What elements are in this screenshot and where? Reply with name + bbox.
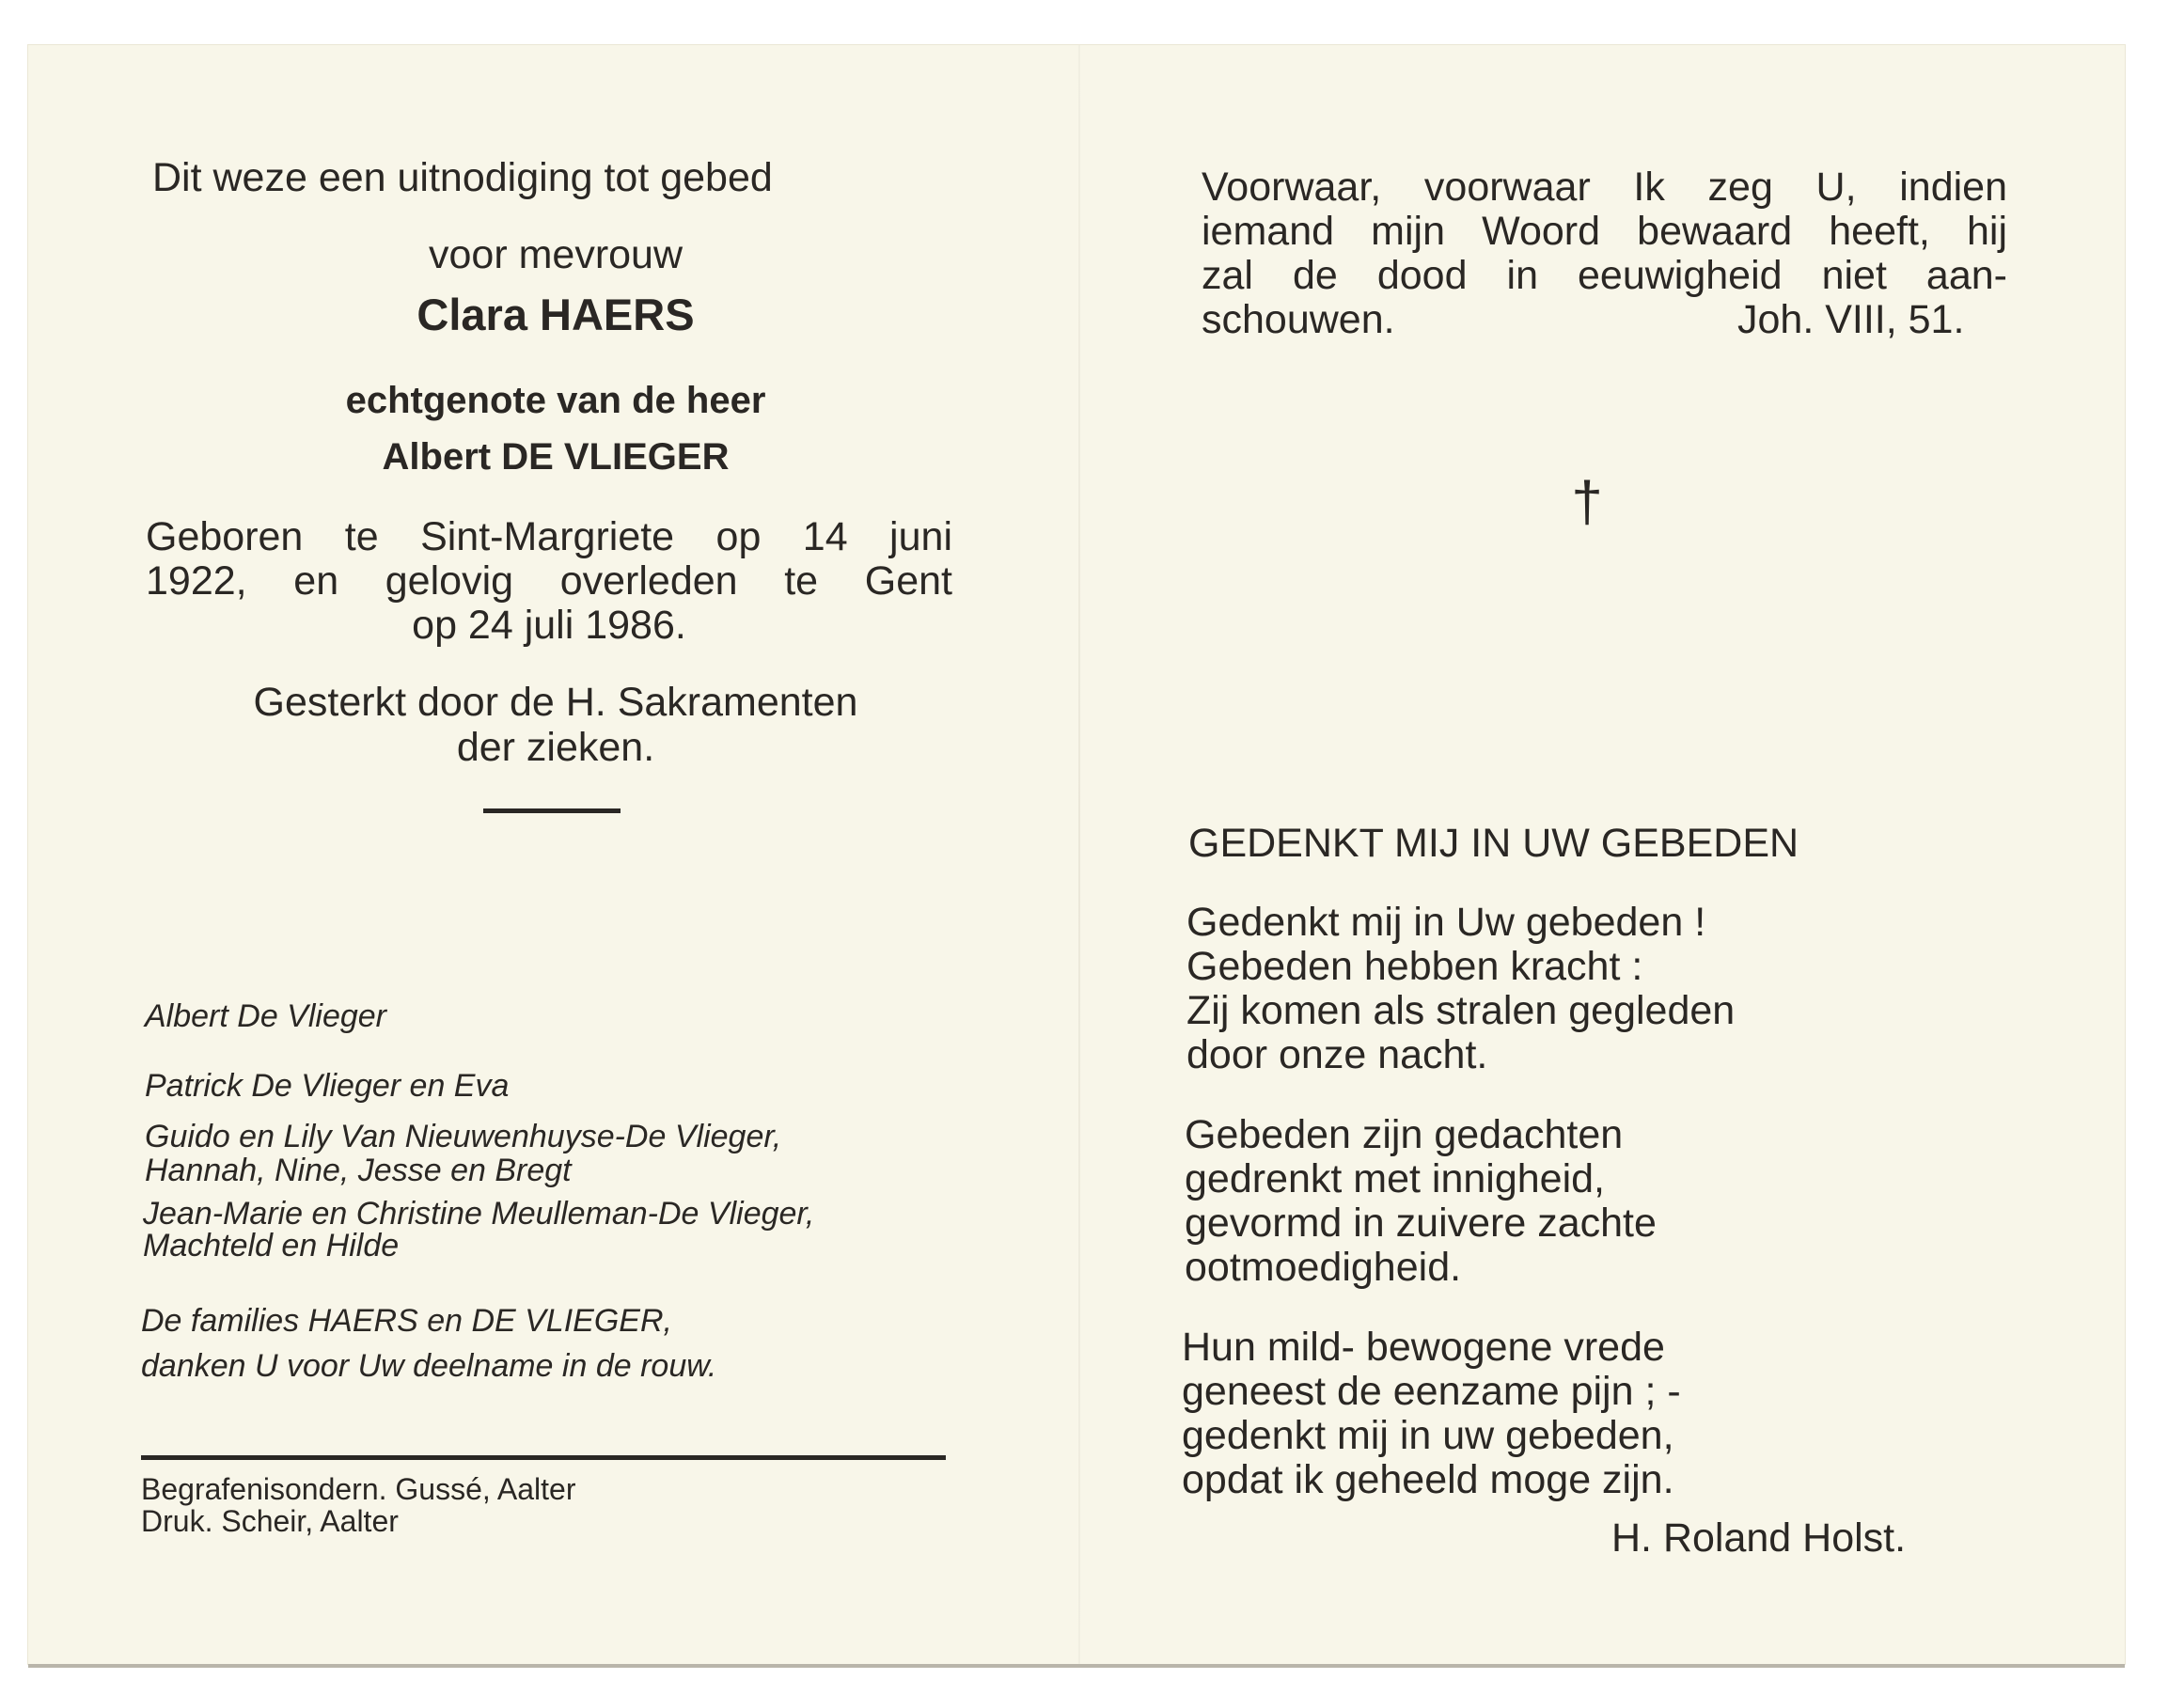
birth-death-line: 1922, en gelovig overleden te Gent (146, 558, 952, 604)
poem-author: H. Roland Holst. (1611, 1515, 1907, 1561)
long-divider (141, 1455, 946, 1460)
poem-line: Gedenkt mij in Uw gebeden ! (1186, 900, 1706, 945)
printer: Druk. Scheir, Aalter (141, 1504, 399, 1538)
family-member: Patrick De Vlieger en Eva (145, 1068, 510, 1104)
poem-line: Gebeden hebben kracht : (1186, 944, 1643, 989)
sacraments-line: Gesterkt door de H. Sakramenten (253, 680, 858, 725)
poem-line: gedenkt mij in uw gebeden, (1182, 1413, 1674, 1458)
scripture-line: zal de dood in eeuwigheid niet aan- (1202, 253, 2007, 298)
poem-line: gevormd in zuivere zachte (1185, 1201, 1657, 1246)
family-member: Hannah, Nine, Jesse en Bregt (145, 1153, 572, 1188)
poem-line: opdat ik geheeld moge zijn. (1182, 1457, 1674, 1502)
scripture-reference: Joh. VIII, 51. (1737, 297, 1965, 342)
birth-death-line: Geboren te Sint-Margriete op 14 juni (146, 514, 952, 559)
sacraments-line: der zieken. (456, 725, 655, 770)
poem-line: ootmoedigheid. (1185, 1245, 1462, 1290)
scripture-line: Voorwaar, voorwaar Ik zeg U, indien (1202, 165, 2007, 210)
deceased-name: Clara HAERS (416, 290, 695, 339)
family-member: Albert De Vlieger (145, 998, 387, 1034)
thanks-line: danken U voor Uw deelname in de rouw. (141, 1348, 717, 1384)
poem-line: gedrenkt met innigheid, (1185, 1156, 1606, 1201)
card-edge-shadow (28, 1664, 2125, 1668)
poem-line: door onze nacht. (1186, 1032, 1488, 1077)
salutation: voor mevrouw (428, 232, 683, 277)
spouse-line: echtgenote van de heer (345, 380, 766, 421)
invitation-line: Dit weze een uitnodiging tot gebed (152, 155, 773, 200)
family-member: Machteld en Hilde (143, 1228, 400, 1263)
poem-line: geneest de eenzame pijn ; - (1182, 1369, 1681, 1414)
card-fold (1078, 45, 1080, 1664)
family-member: Guido en Lily Van Nieuwenhuyse-De Vlieger, (145, 1119, 782, 1154)
poem-line: Hun mild- bewogene vrede (1182, 1325, 1665, 1370)
scripture-line: iemand mijn Woord bewaard heeft, hij (1202, 209, 2007, 254)
funeral-director: Begrafenisondern. Gussé, Aalter (141, 1472, 576, 1506)
cross-icon: † (1571, 470, 1603, 533)
thanks-line: De families HAERS en DE VLIEGER, (141, 1303, 672, 1339)
poem-line: Zij komen als stralen gegleden (1186, 988, 1736, 1033)
scripture-line: schouwen. (1202, 297, 1395, 342)
birth-death-line: op 24 juli 1986. (412, 603, 686, 648)
short-divider (483, 808, 621, 813)
spouse-name: Albert DE VLIEGER (382, 436, 730, 478)
poem-title: GEDENKT MIJ IN UW GEBEDEN (1188, 821, 1799, 866)
poem-line: Gebeden zijn gedachten (1185, 1112, 1624, 1157)
family-member: Jean-Marie en Christine Meulleman-De Vlieger, (143, 1196, 815, 1232)
